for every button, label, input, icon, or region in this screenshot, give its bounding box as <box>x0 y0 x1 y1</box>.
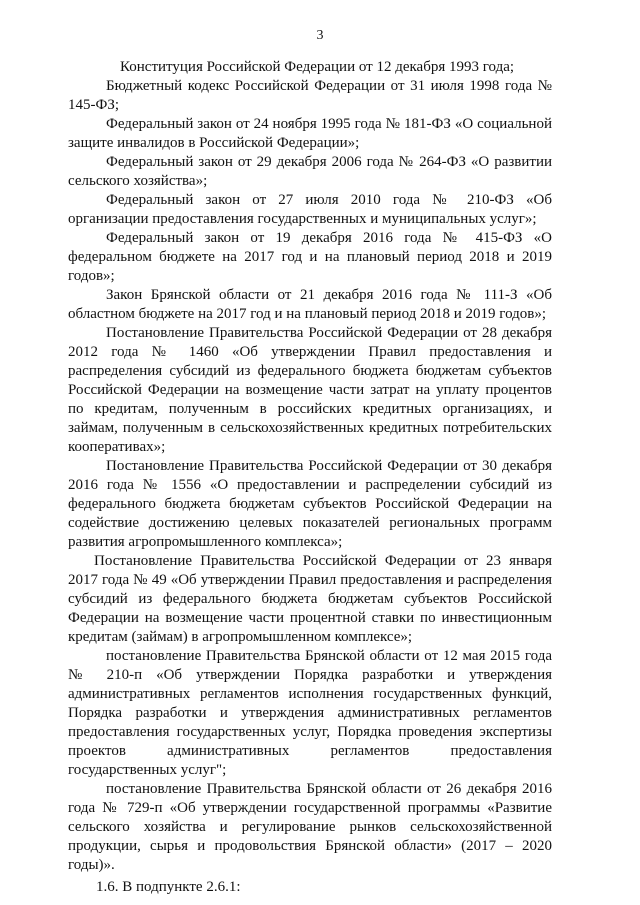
subsection-heading: 1.6. В подпункте 2.6.1: <box>96 879 241 895</box>
paragraph-bryansk-decree-210p: постановление Правительства Брянской области от 12 мая 2015 года № 210-п «Об утверждении Порядка разработки и утверждения административных регламентов исполнения государственных функций, Порядка разработки и утверждения административных регламентов предоставления государственных услуг, Порядка проведения экспертизы проектов административных регламентов предоставления государственных услуг"; <box>68 648 552 778</box>
paragraph-law-415fz: Федеральный закон от 19 декабря 2016 года № 415-ФЗ «О федеральном бюджете на 2017 год и на плановый период 2018 и 2019 годов»; <box>68 230 552 284</box>
paragraph-decree-1460: Постановление Правительства Российской Федерации от 28 декабря 2012 года № 1460 «Об утверждении Правил предоставления и распределения субсидий из федерального бюджета бюджетам субъектов Российской Федерации на возмещение части затрат на уплату процентов по кредитам, полученным в российских кредитных организациях, и займам, полученным в сельскохозяйственных кредитных потребительских кооперативах»; <box>68 325 552 455</box>
document-body <box>68 58 552 897</box>
paragraph-bryansk-law-111z: Закон Брянской области от 21 декабря 2016 года № 111-З «Об областном бюджете на 2017 год и на плановый период 2018 и 2019 годов»; <box>68 287 552 322</box>
paragraph-decree-49: Постановление Правительства Российской Федерации от 23 января 2017 года № 49 «Об утверждении Правил предоставления и распределения субсидий из федерального бюджета бюджетам субъектов Российской Федерации на возмещение части процентной ставки по инвестиционным кредитам (займам) в агропромышленном комплексе»; <box>68 553 552 645</box>
paragraph-decree-1556: Постановление Правительства Российской Федерации от 30 декабря 2016 года № 1556 «О предоставлении и распределении субсидий из федерального бюджета бюджетам субъектов Российской Федерации на содействие достижению целевых показателей региональных программ развития агропромышленного комплекса»; <box>68 458 552 550</box>
paragraph-law-264fz: Федеральный закон от 29 декабря 2006 года № 264-ФЗ «О развитии сельского хозяйства»; <box>68 154 552 189</box>
paragraph-constitution: Конституция Российской Федерации от 12 декабря 1993 года; <box>120 59 515 75</box>
paragraph-law-210fz: Федеральный закон от 27 июля 2010 года № 210-ФЗ «Об организации предоставления государственных и муниципальных услуг»; <box>68 192 552 227</box>
paragraph-budget-code: Бюджетный кодекс Российской Федерации от 31 июля 1998 года № 145-ФЗ; <box>68 78 552 113</box>
paragraph-law-181fz: Федеральный закон от 24 ноября 1995 года № 181-ФЗ «О социальной защите инвалидов в Российской Федерации»; <box>68 116 552 151</box>
paragraph-bryansk-decree-729p: постановление Правительства Брянской области от 26 декабря 2016 года № 729-п «Об утверждении государственной программы «Развитие сельского хозяйства и регулирование рынков сельскохозяйственной продукции, сырья и продовольствия Брянской области» (2017 – 2020 годы)». <box>68 781 552 873</box>
page-number: 3 <box>316 28 324 43</box>
